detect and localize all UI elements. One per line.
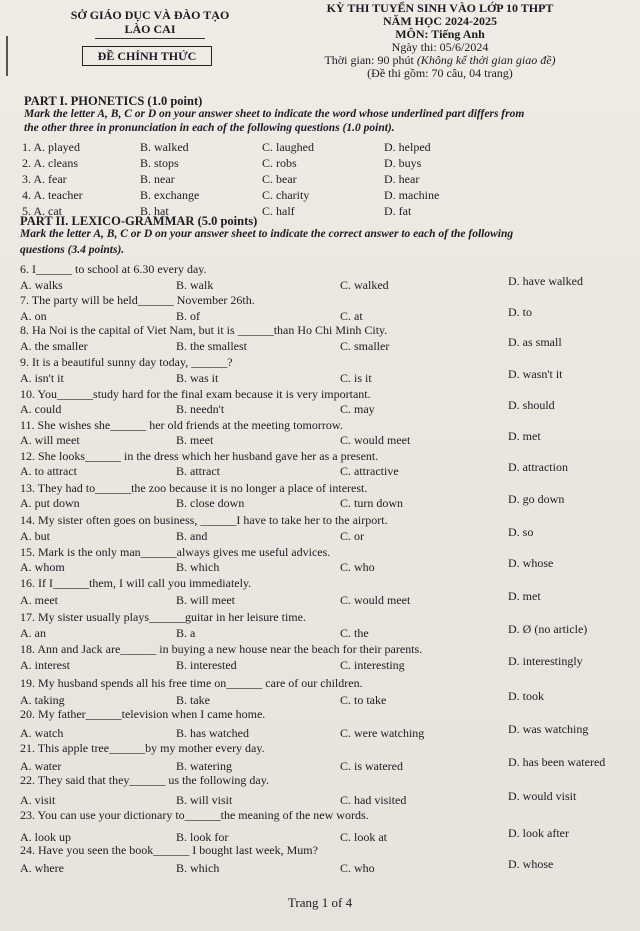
phonetics-option: C. charity xyxy=(262,188,310,202)
option-b: B. and xyxy=(176,529,208,543)
subject: MÔN: Tiếng Anh xyxy=(395,27,485,41)
option-b: B. close down xyxy=(176,496,245,510)
option-d: D. go down xyxy=(508,492,565,506)
question-stem: 19. My husband spends all his free time on______ care of our children. xyxy=(20,676,363,690)
page-count: (Đề thi gồm: 70 câu, 04 trang) xyxy=(367,66,513,80)
question-stem: 6. I______ to school at 6.30 every day. xyxy=(20,262,207,276)
part2-instruction-2: questions (3.4 points). xyxy=(20,244,125,256)
option-d: D. met xyxy=(508,589,541,603)
option-d: D. whose xyxy=(508,556,554,570)
phonetics-option: 3. A. fear xyxy=(22,172,67,186)
phonetics-option: 4. A. teacher xyxy=(22,188,83,202)
option-c: C. may xyxy=(340,402,375,416)
option-b: B. which xyxy=(176,861,220,875)
official-label: ĐỀ CHÍNH THỨC xyxy=(82,46,212,66)
option-b: B. watering xyxy=(176,759,232,773)
part2-instruction-1: Mark the letter A, B, C or D on your answer sheet to indicate the correct answer to each of the following xyxy=(20,228,514,240)
option-a: A. but xyxy=(20,529,50,543)
option-a: A. water xyxy=(20,759,62,773)
option-b: B. will meet xyxy=(176,593,235,607)
phonetics-option: B. hat xyxy=(140,204,169,218)
phonetics-option: D. fat xyxy=(384,204,412,218)
option-a: A. on xyxy=(20,309,47,323)
option-d: D. so xyxy=(508,525,534,539)
option-b: B. take xyxy=(176,693,210,707)
question-stem: 14. My sister often goes on business, ______I have to take her to the airport. xyxy=(20,513,388,527)
option-b: B. a xyxy=(176,626,196,640)
question-stem: 17. My sister usually plays______guitar in her leisure time. xyxy=(20,610,306,624)
phonetics-option: C. bear xyxy=(262,172,297,186)
question-stem: 10. You______study hard for the final exam because it is very important. xyxy=(20,387,371,401)
question-stem: 23. You can use your dictionary to______the meaning of the new words. xyxy=(20,808,369,822)
phonetics-option: C. half xyxy=(262,204,295,218)
option-b: B. look for xyxy=(176,830,229,844)
option-a: A. visit xyxy=(20,793,56,807)
phonetics-option: B. near xyxy=(140,172,175,186)
option-d: D. was watching xyxy=(508,722,589,736)
option-b: B. was it xyxy=(176,371,219,385)
option-c: C. turn down xyxy=(340,496,403,510)
question-stem: 8. Ha Noi is the capital of Viet Nam, but it is ______than Ho Chi Minh City. xyxy=(20,323,388,337)
option-d: D. as small xyxy=(508,335,562,349)
option-d: D. took xyxy=(508,689,544,703)
option-a: A. interest xyxy=(20,658,70,672)
part1-instruction-1: Mark the letter A, B, C or D on your answer sheet to indicate the word whose underlined part differs from xyxy=(24,108,525,120)
option-a: A. isn't it xyxy=(20,371,64,385)
header-right xyxy=(290,2,590,80)
option-d: D. should xyxy=(508,398,555,412)
school-year: NĂM HỌC 2024-2025 xyxy=(383,14,497,28)
option-b: B. of xyxy=(176,309,200,323)
option-a: A. an xyxy=(20,626,46,640)
phonetics-option: 2. A. cleans xyxy=(22,156,78,170)
option-b: B. interested xyxy=(176,658,237,672)
question-stem: 21. This apple tree______by my mother every day. xyxy=(20,741,265,755)
option-b: B. needn't xyxy=(176,402,225,416)
option-c: C. look at xyxy=(340,830,387,844)
option-b: B. will visit xyxy=(176,793,233,807)
question-stem: 9. It is a beautiful sunny day today, ______? xyxy=(20,355,233,369)
option-c: C. is watered xyxy=(340,759,403,773)
phonetics-option: C. laughed xyxy=(262,140,314,154)
header-divider xyxy=(95,38,205,39)
option-b: B. the smallest xyxy=(176,339,247,353)
option-a: A. will meet xyxy=(20,433,80,447)
option-d: D. whose xyxy=(508,857,554,871)
option-b: B. has watched xyxy=(176,726,249,740)
option-c: C. were watching xyxy=(340,726,425,740)
option-d: D. wasn't it xyxy=(508,367,563,381)
part1-instruction-2: the other three in pronunciation in each of the following questions (1.0 point). xyxy=(24,122,395,134)
option-c: C. who xyxy=(340,560,375,574)
phonetics-option: D. helped xyxy=(384,140,431,154)
option-d: D. would visit xyxy=(508,789,577,803)
phonetics-option: C. robs xyxy=(262,156,297,170)
phonetics-option: B. exchange xyxy=(140,188,200,202)
duration-note: (Không kể thời gian giao đề) xyxy=(416,53,556,67)
question-stem: 20. My father______television when I came home. xyxy=(20,707,266,721)
option-d: D. has been watered xyxy=(508,755,606,769)
option-a: A. where xyxy=(20,861,64,875)
option-b: B. meet xyxy=(176,433,214,447)
option-c: C. smaller xyxy=(340,339,390,353)
option-b: B. which xyxy=(176,560,220,574)
header-left xyxy=(60,8,240,36)
option-c: C. would meet xyxy=(340,593,411,607)
phonetics-option: D. hear xyxy=(384,172,420,186)
province-name: LÀO CAI xyxy=(124,22,176,36)
margin-mark xyxy=(6,36,8,76)
question-stem: 24. Have you seen the book______ I bought last week, Mum? xyxy=(20,843,318,857)
page-number: Trang 1 of 4 xyxy=(287,895,353,910)
option-d: D. interestingly xyxy=(508,654,583,668)
option-c: C. who xyxy=(340,861,375,875)
phonetics-option: 1. A. played xyxy=(22,140,80,154)
phonetics-option: 5. A. cat xyxy=(22,204,62,218)
phonetics-option: D. buys xyxy=(384,156,422,170)
option-a: A. could xyxy=(20,402,62,416)
option-a: A. walks xyxy=(20,278,63,292)
option-a: A. look up xyxy=(20,830,71,844)
option-a: A. to attract xyxy=(20,464,77,478)
phonetics-option: B. stops xyxy=(140,156,179,170)
option-c: C. or xyxy=(340,529,364,543)
question-stem: 15. Mark is the only man______always gives me useful advices. xyxy=(20,545,331,559)
option-a: A. watch xyxy=(20,726,64,740)
option-a: A. put down xyxy=(20,496,80,510)
option-c: C. had visited xyxy=(340,793,407,807)
question-stem: 7. The party will be held______ November 26th. xyxy=(20,293,255,307)
option-d: D. attraction xyxy=(508,460,568,474)
question-stem: 22. They said that they______ us the following day. xyxy=(20,773,269,787)
exam-title: KỲ THI TUYỂN SINH VÀO LỚP 10 THPT xyxy=(326,1,554,15)
duration: Thời gian: 90 phút xyxy=(324,53,414,67)
part2-title: PART II. LEXICO-GRAMMAR (5.0 points) xyxy=(20,214,258,228)
option-c: C. interesting xyxy=(340,658,405,672)
option-d: D. Ø (no article) xyxy=(508,622,588,636)
option-a: A. whom xyxy=(20,560,65,574)
option-a: A. the smaller xyxy=(20,339,88,353)
option-d: D. met xyxy=(508,429,541,443)
option-d: D. look after xyxy=(508,826,569,840)
question-stem: 13. They had to______the zoo because it is no longer a place of interest. xyxy=(20,481,368,495)
option-a: A. meet xyxy=(20,593,58,607)
option-c: C. is it xyxy=(340,371,372,385)
exam-date: Ngày thi: 05/6/2024 xyxy=(391,40,489,54)
option-a: A. taking xyxy=(20,693,65,707)
option-b: B. attract xyxy=(176,464,220,478)
option-b: B. walk xyxy=(176,278,214,292)
question-stem: 12. She looks______ in the dress which her husband gave her as a present. xyxy=(20,449,379,463)
option-c: C. would meet xyxy=(340,433,411,447)
phonetics-option: D. machine xyxy=(384,188,440,202)
phonetics-option: B. walked xyxy=(140,140,189,154)
dept-name: SỞ GIÁO DỤC VÀ ĐÀO TẠO xyxy=(70,8,230,22)
option-c: C. to take xyxy=(340,693,387,707)
part1-title: PART I. PHONETICS (1.0 point) xyxy=(24,94,203,108)
question-stem: 11. She wishes she______ her old friends at the meeting tomorrow. xyxy=(20,418,343,432)
option-d: D. have walked xyxy=(508,274,583,288)
question-stem: 18. Ann and Jack are______ in buying a new house near the beach for their parents. xyxy=(20,642,423,656)
option-d: D. to xyxy=(508,305,532,319)
question-stem: 16. If I______them, I will call you immediately. xyxy=(20,576,252,590)
option-c: C. the xyxy=(340,626,369,640)
option-c: C. walked xyxy=(340,278,389,292)
option-c: C. at xyxy=(340,309,363,323)
option-c: C. attractive xyxy=(340,464,399,478)
